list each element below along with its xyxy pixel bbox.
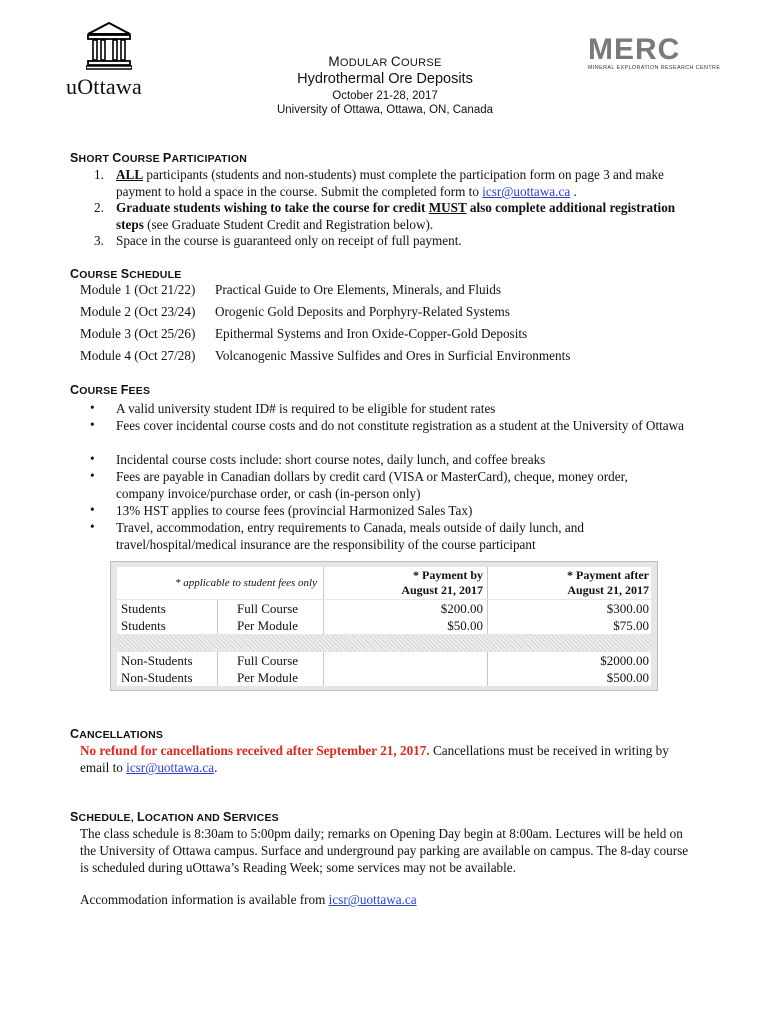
participation-heading: SHORT COURSE PARTICIPATION — [70, 151, 247, 165]
bullet-icon: • — [90, 519, 95, 534]
participation-item-1: ALL participants (students and non-students) must complete the participation form on page 3 and make payment to hold a space in the course. Submit the completed form to icsr@uottawa.ca . — [116, 167, 664, 199]
fee-bullet: Travel, accommodation, entry requirements to Canada, meals outside of daily lunch, and travel/hospital/medical insurance are the responsibility of the course participant — [116, 520, 584, 552]
participation-item-3: Space in the course is guaranteed only on receipt of full payment. — [116, 233, 462, 248]
table-row: Students — [121, 601, 166, 616]
table-cell: Per Module — [237, 670, 299, 685]
fee-bullet: 13% HST applies to course fees (provincial Harmonized Sales Tax) — [116, 503, 473, 518]
fees-heading: COURSE FEES — [70, 383, 151, 397]
services-heading: SCHEDULE, LOCATION AND SERVICES — [70, 810, 279, 824]
course-location: University of Ottawa, Ottawa, ON, Canada — [276, 104, 494, 116]
bullet-icon: • — [90, 451, 95, 466]
building-icon — [86, 22, 132, 70]
table-cell: $200.00 — [440, 601, 483, 616]
email-link[interactable]: icsr@uottawa.ca — [126, 760, 215, 775]
bullet-icon: • — [90, 468, 95, 483]
cancellations-heading: CANCELLATIONS — [70, 727, 164, 741]
table-cell: $2000.00 — [600, 653, 649, 668]
bullet-icon: • — [90, 400, 95, 415]
table-cell: $300.00 — [606, 601, 649, 616]
item-number: 2. — [94, 200, 104, 215]
merc-logo-text: MERC — [588, 33, 681, 66]
course-title: Hydrothermal Ore Deposits — [297, 71, 473, 87]
fee-bullet: A valid university student ID# is required to be eligible for student rates — [116, 401, 496, 416]
col-payment-by: * Payment by August 21, 2017 — [401, 568, 483, 597]
table-row: Non-Students — [121, 670, 193, 685]
table-cell: $75.00 — [613, 618, 649, 633]
email-link[interactable]: icsr@uottawa.ca — [482, 184, 571, 199]
cancellations-text: No refund for cancellations received after September 21, 2017. Cancellations must be received in writing by email to icsr@uottawa.ca. — [80, 743, 669, 775]
schedule-heading: COURSE SCHEDULE — [70, 267, 182, 281]
fee-bullet: Fees cover incidental course costs and do not constitute registration as a student at the University of Ottawa — [116, 418, 685, 433]
fee-bullet: Incidental course costs include: short course notes, daily lunch, and coffee breaks — [116, 452, 546, 467]
item-number: 3. — [94, 233, 104, 248]
university-name: uOttawa — [66, 74, 142, 99]
table-row: Non-Students — [121, 653, 193, 668]
table-cell: Full Course — [237, 601, 299, 616]
services-paragraph: The class schedule is 8:30am to 5:00pm daily; remarks on Opening Day begin at 8:00am. Lectures will be held on the University of Ottawa campus. Surface and underground pay parking are available on campus. The 8-day course is scheduled during uOttawa’s Reading Week; some services may not be available. — [80, 826, 689, 875]
fee-table-nonstudent-group — [117, 652, 651, 686]
table-cell: $500.00 — [606, 670, 649, 685]
email-link[interactable]: icsr@uottawa.ca — [328, 892, 417, 907]
table-cell: $50.00 — [447, 618, 483, 633]
col-payment-after: * Payment after August 21, 2017 — [567, 568, 649, 597]
participation-item-2: Graduate students wishing to take the course for credit MUST also complete additional registration steps (see Graduate Student Credit and Registration below). — [116, 200, 676, 232]
merc-subtitle: MINERAL EXPLORATION RESEARCH CENTRE — [588, 65, 721, 71]
merc-logo — [588, 33, 721, 71]
table-cell: Per Module — [237, 618, 299, 633]
accommodation-paragraph: Accommodation information is available from icsr@uottawa.ca — [80, 892, 417, 907]
table-separator — [117, 635, 651, 651]
table-row: Students — [121, 618, 166, 633]
fee-table — [110, 561, 658, 691]
item-number: 1. — [94, 167, 104, 182]
fee-table-student-group — [117, 600, 651, 634]
table-note: * applicable to student fees only — [174, 577, 317, 589]
table-cell: Full Course — [237, 653, 299, 668]
fee-bullet: Fees are payable in Canadian dollars by credit card (VISA or MasterCard), cheque, money order, company invoice/purchase order, or cash (in-person only) — [116, 469, 628, 501]
course-label: MODULAR COURSE — [328, 54, 442, 69]
bullet-icon: • — [90, 417, 95, 432]
fee-table-header — [117, 567, 651, 599]
course-title-block — [240, 54, 530, 116]
bullet-icon: • — [90, 502, 95, 517]
course-dates: October 21-28, 2017 — [332, 90, 438, 102]
